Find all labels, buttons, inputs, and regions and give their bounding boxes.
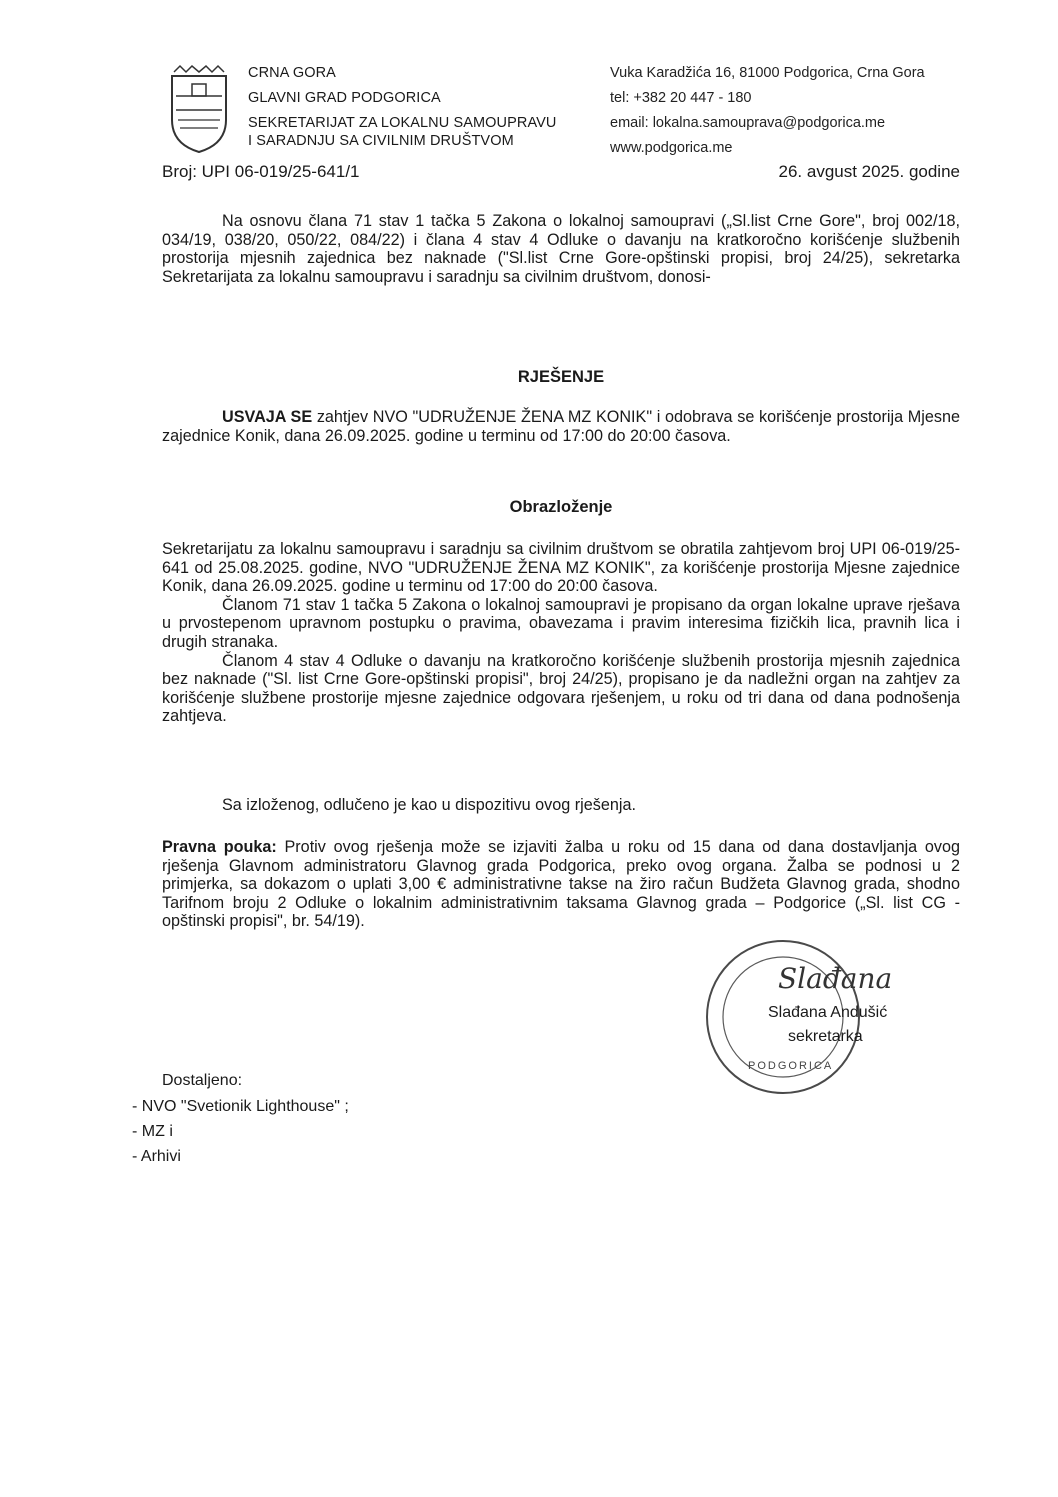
legal-notice-label: Pravna pouka: — [162, 838, 277, 856]
header-country: CRNA GORA — [248, 65, 336, 81]
header-institution — [248, 64, 598, 157]
distribution-title: Dostaljeno: — [162, 1072, 243, 1089]
legal-notice-text: Protiv ovog rješenja može se izjaviti žalba u roku od 15 dana od dana dostavljanja ovog rješenja Glavnom administratoru Glavnog grada Podgorica, preko ovog organa. Žalba se podnosi u 2 primjerka, sa dokazom o uplati 3,00 € administrativne takse na žiro račun Budžeta Glavnog grada, shodno Tarifnom broju 2 Odluke o lokalnim administrativnim taksama Glavnog grada – Podgorice („Sl. list CG - opštinski propisi", br. 54/19). — [162, 838, 960, 931]
header-email: email: lokalna.samouprava@podgorica.me — [610, 115, 886, 131]
reasoning-paragraph-1: Sekretarijatu za lokalnu samoupravu i saradnju sa civilnim društvom se obratila zahtjevom broj UPI 06-019/25-641 od 25.08.2025. godine, NVO "UDRUŽENJE ŽENA MZ KONIK", za korišćenje prostorija Mjesne zajednice Konik, dana 26.09.2025. godine u terminu od 17:00 do 20:00 časova. — [162, 540, 960, 596]
signatory-name: Slađana Andušić — [768, 1004, 888, 1021]
preamble-text: Na osnovu člana 71 stav 1 tačka 5 Zakona o lokalnoj samoupravi („Sl.list Crne Gore", broj 002/18, 034/19, 038/20, 050/22, 084/22) i člana 4 stav 4 Odluke o davanju na kratkoročno korišćenje službenih prostorija mjesnih zajednica bez naknade ("Sl.list Crne Gore-opštinski propisi, broj 24/25), sekretarka Sekretarijata za lokalnu samoupravu i saradnju sa civilnim društvom, donosi- — [162, 212, 960, 286]
header-contact — [610, 64, 970, 164]
distribution-item: - Arhivi — [132, 1148, 181, 1165]
legal-notice-paragraph — [162, 838, 960, 931]
decision-text: zahtjev NVO "UDRUŽENJE ŽENA MZ KONIK" i odobrava se korišćenje prostorija Mjesne zajednice Konik, dana 26.09.2025. godine u terminu od 17:00 do 20:00 časova. — [162, 408, 960, 445]
legal-notice — [162, 838, 960, 931]
city-coat-of-arms-icon — [168, 62, 230, 154]
header-address: Vuka Karadžića 16, 81000 Podgorica, Crna Gora — [610, 65, 925, 81]
document-date: 26. avgust 2025. godine — [778, 162, 960, 181]
handwritten-signature: Slađana — [778, 962, 893, 995]
decision-section — [162, 408, 960, 445]
reasoning-section — [162, 540, 960, 726]
signatory-title: sekretarka — [788, 1028, 863, 1045]
header-department-line2: I SARADNJU SA CIVILNIM DRUŠTVOM — [248, 133, 514, 149]
decision-lead: USVAJA SE — [222, 408, 313, 426]
decision-paragraph — [162, 408, 960, 445]
reasoning-title: Obrazloženje — [509, 498, 613, 516]
distribution-item: - MZ i — [132, 1123, 173, 1140]
header-city: GLAVNI GRAD PODGORICA — [248, 90, 441, 106]
distribution-list — [132, 1096, 349, 1171]
header-website: www.podgorica.me — [610, 140, 733, 156]
reasoning-paragraph-2: Članom 71 stav 1 tačka 5 Zakona o lokalnoj samoupravi je propisano da organ lokalne uprave rješava u prvostepenom upravnom postupku o pravima, obavezama i pravim interesima fizičkih lica, pravnih lica i drugih stranaka. — [162, 595, 960, 651]
stamp-text: PODGORICA — [748, 1060, 834, 1072]
preamble — [162, 212, 960, 286]
decision-title: RJEŠENJE — [517, 368, 605, 386]
distribution-item: - NVO "Svetionik Lighthouse" ; — [132, 1098, 349, 1115]
header-department-line1: SEKRETARIJAT ZA LOKALNU SAMOUPRAVU — [248, 115, 557, 131]
header-phone: tel: +382 20 447 - 180 — [610, 90, 752, 106]
reference-number: Broj: UPI 06-019/25-641/1 — [162, 162, 360, 181]
reasoning-paragraph-4: Sa izloženog, odlučeno je kao u dispozitivu ovog rješenja. — [222, 796, 636, 814]
conclusion — [162, 796, 960, 815]
reasoning-paragraph-3: Članom 4 stav 4 Odluke o davanju na kratkoročno korišćenje službenih prostorija mjesnih zajednica bez naknade ("Sl. list Crne Gore-opštinski propisi", broj 24/25), propisano je da nadležni organ na zahtjev za korišćenje službene prostorije mjesne zajednice odgovara rješenjem, u roku od tri dana od dana podnošenja zahtjeva. — [162, 651, 960, 726]
